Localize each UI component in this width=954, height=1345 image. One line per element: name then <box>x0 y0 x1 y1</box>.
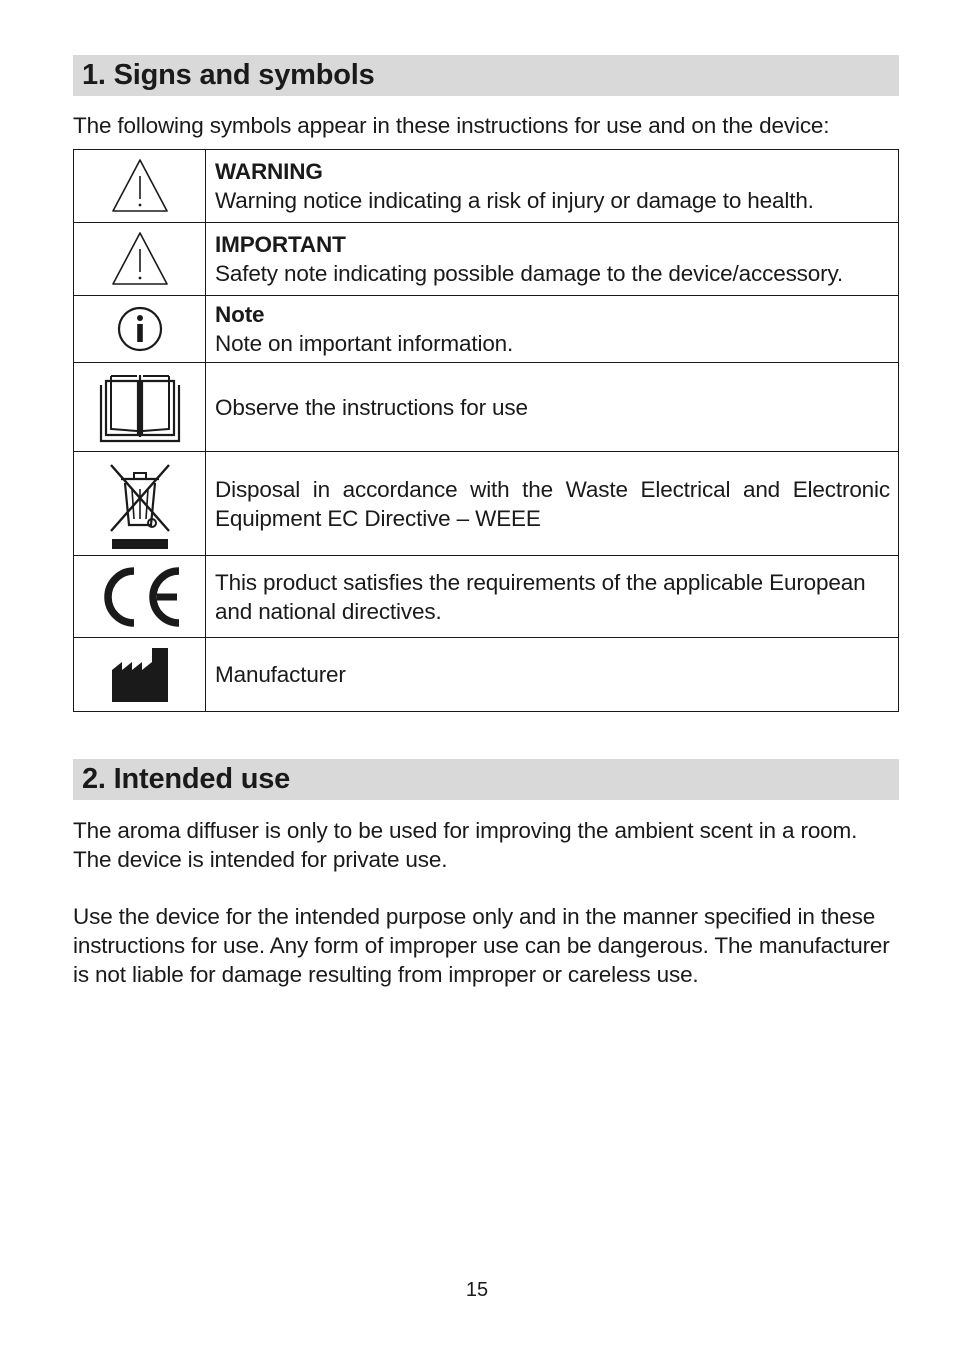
warning-triangle-icon <box>110 157 170 215</box>
page-content <box>73 55 899 989</box>
ce-mark-icon <box>95 565 185 629</box>
table-row <box>74 638 899 712</box>
table-row <box>74 296 899 363</box>
section-heading-signs-and-symbols: 1. Signs and symbols <box>73 55 899 96</box>
open-book-icon <box>97 371 183 443</box>
manufacturer-factory-icon <box>110 646 170 704</box>
row-text-instructions: Observe the instructions for use <box>215 394 528 420</box>
weee-crossed-bin-icon <box>107 459 173 549</box>
symbols-table <box>73 149 899 712</box>
row-text-warning: Warning notice indicating a risk of injury or damage to health. <box>215 188 814 213</box>
intended-use-paragraph-2: Use the device for the intended purpose only and in the manner specified in these instructions for use. Any form of improper use can be dangerous. The manufacturer is not liable for damage resulting from improper or careless use. <box>73 904 890 987</box>
page-number: 15 <box>465 1279 489 1301</box>
row-title-important: IMPORTANT <box>215 232 346 257</box>
table-row <box>74 452 899 556</box>
intended-use-paragraph-1: The aroma diffuser is only to be used for improving the ambient scent in a room. The device is intended for private use. <box>73 818 858 872</box>
important-triangle-icon <box>110 230 170 288</box>
table-row <box>74 363 899 452</box>
row-text-manufacturer: Manufacturer <box>215 662 346 687</box>
row-text-ce: This product satisfies the requirements of the applicable European and national directives. <box>215 569 866 624</box>
table-row <box>74 556 899 638</box>
section-heading-intended-use: 2. Intended use <box>73 759 899 800</box>
row-text-note: Note on important information. <box>215 331 514 356</box>
row-text-important: Safety note indicating possible damage to the device/accessory. <box>215 261 844 286</box>
symbols-intro-text: The following symbols appear in these instructions for use and on the device: <box>73 113 830 138</box>
row-title-note: Note <box>215 302 265 327</box>
row-title-warning: WARNING <box>215 159 323 184</box>
table-row <box>74 150 899 223</box>
info-icon <box>116 305 164 353</box>
table-row <box>74 223 899 296</box>
row-text-weee: Disposal in accordance with the Waste Electrical and Electronic Equipment EC Directive – WEEE <box>215 476 890 531</box>
section-intended-use <box>73 759 899 989</box>
